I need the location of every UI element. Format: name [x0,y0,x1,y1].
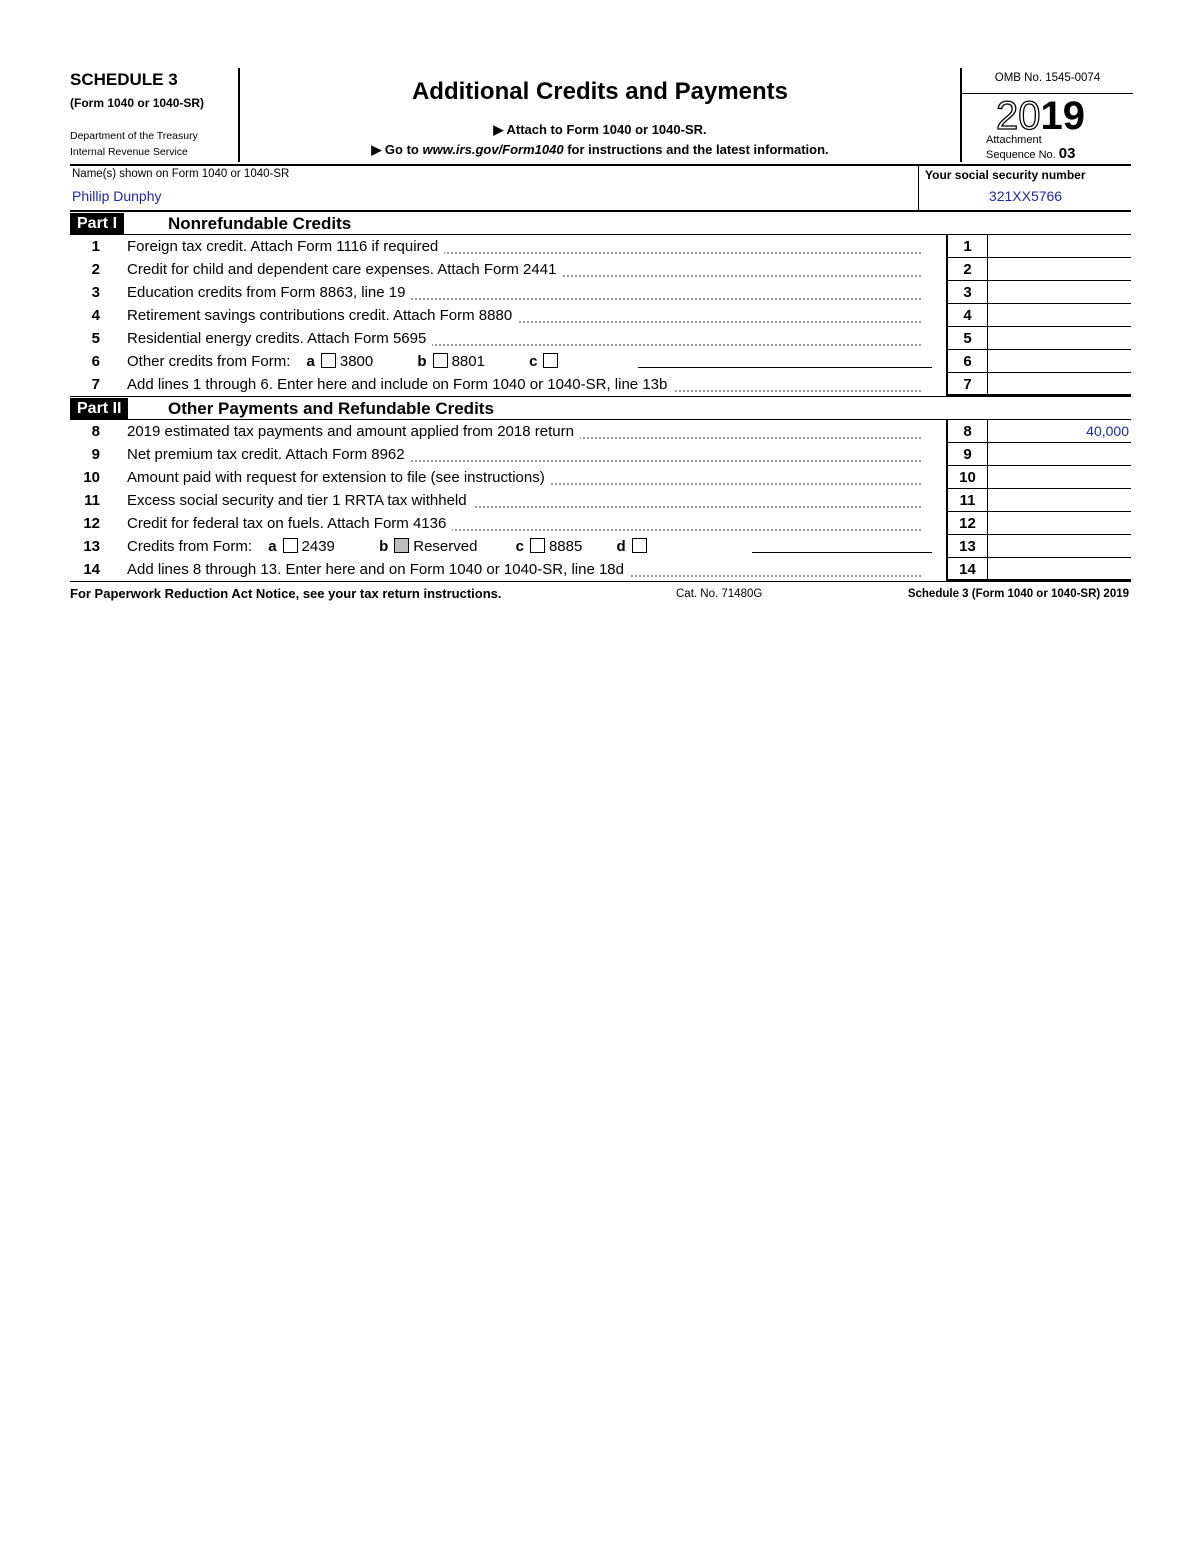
form-header [70,68,1131,166]
line-10-amount-field[interactable] [988,466,1131,489]
line-description: 2019 estimated tax payments and amount applied from 2018 return [127,423,580,440]
line-9 [70,443,1131,466]
line-11-amount-field[interactable] [988,489,1131,512]
form-8801-checkbox[interactable] [433,353,448,368]
form-reference: (Form 1040 or 1040-SR) [70,96,205,110]
line-14 [70,558,1131,581]
line-5-amount-field[interactable] [988,327,1131,350]
line-14-amount-field[interactable] [988,558,1131,581]
line-box-number: 12 [946,512,988,535]
option-a-value: 3800 [339,353,374,370]
line-13 [70,535,1131,558]
line-box-number: 10 [946,466,988,489]
option-b-letter: b [417,353,427,370]
other-credit-entry-line[interactable] [752,552,932,553]
line-12-amount-field[interactable] [988,512,1131,535]
ssn-field[interactable]: 321XX5766 [988,188,1063,204]
line-description: Education credits from Form 8863, line 19 [127,284,411,301]
option-c-letter: c [515,538,524,555]
title-block [240,68,960,162]
line-10 [70,466,1131,489]
line-box-number: 6 [946,350,988,373]
line-description: Foreign tax credit. Attach Form 1116 if required [127,238,444,255]
line-number: 12 [83,515,100,532]
line-number: 5 [91,330,100,347]
tax-year-outline: 20 [996,94,1041,138]
line-number: 8 [91,423,100,440]
schedule-title: SCHEDULE 3 [70,70,178,89]
line-3 [70,281,1131,304]
goto-suffix: for instructions and the latest information. [563,142,829,157]
line-box-number: 11 [946,489,988,512]
line-7 [70,373,1131,396]
line-13-amount-field[interactable] [988,535,1131,558]
form-title: Additional Credits and Payments [411,78,789,105]
line-2-amount-field[interactable] [988,258,1131,281]
form-3800-checkbox[interactable] [321,353,336,368]
form-2439-checkbox[interactable] [283,538,298,553]
line-box-number: 3 [946,281,988,304]
line-number: 3 [91,284,100,301]
line-6-label: Other credits from Form: [127,353,291,370]
taxpayer-name-field[interactable]: Phillip Dunphy [72,188,162,204]
line-description: Add lines 1 through 6. Enter here and include on Form 1040 or 1040-SR, line 13b [127,376,673,393]
paperwork-notice: For Paperwork Reduction Act Notice, see your tax return instructions. [70,586,502,601]
line-description: Credit for child and dependent care expenses. Attach Form 2441 [127,261,562,278]
ssn-label: Your social security number [925,168,1086,182]
line-6 [70,350,1131,373]
line-box-number: 4 [946,304,988,327]
goto-prefix: ▶ Go to [371,142,423,157]
line-description: Excess social security and tier 1 RRTA tax withheld [127,492,473,509]
line-number: 10 [83,469,100,486]
line-1-amount-field[interactable] [988,235,1131,258]
department [70,128,198,160]
line-2 [70,258,1131,281]
line-number: 4 [91,307,100,324]
omb-number: OMB No. 1545-0074 [962,72,1133,94]
omb-year-block [960,68,1133,162]
line-box-number: 1 [946,235,988,258]
line-13-label: Credits from Form: [127,538,253,555]
line-number: 9 [91,446,100,463]
option-a-value: 2439 [301,538,335,555]
line-description [127,538,657,555]
option-b-value: Reserved [413,538,478,555]
line-description: Amount paid with request for extension to file (see instructions) [127,469,551,486]
part-1-tag: Part I [70,213,124,234]
line-1 [70,235,1131,258]
line-box-number: 8 [946,420,988,443]
line-number: 2 [91,261,100,278]
line-box-number: 7 [946,373,988,396]
line-number: 13 [83,538,100,555]
line-4 [70,304,1131,327]
option-b-value: 8801 [451,353,485,370]
line-number: 11 [84,492,100,509]
other-form-entry-line[interactable] [638,367,932,368]
line-box-number: 9 [946,443,988,466]
department-line-2: Internal Revenue Service [70,146,188,158]
line-7-amount-field[interactable] [988,373,1131,396]
other-credit-checkbox[interactable] [632,538,647,553]
line-3-amount-field[interactable] [988,281,1131,304]
line-8-amount-field[interactable]: 40,000 [988,420,1131,443]
line-box-number: 5 [946,327,988,350]
line-11 [70,489,1131,512]
irs-url-link[interactable]: www.irs.gov/Form1040 [422,142,564,157]
line-description [127,353,568,370]
option-b-letter: b [379,538,389,555]
tax-year-solid: 19 [1040,94,1085,138]
option-a-letter: a [268,538,277,555]
option-d-letter: d [616,538,626,555]
line-5 [70,327,1131,350]
line-6-amount-field[interactable] [988,350,1131,373]
line-number: 7 [91,376,100,393]
sequence-label: Sequence No. [986,149,1056,161]
goto-instruction [240,142,960,158]
schedule-3-form [70,68,1131,606]
part-1-header [70,212,1131,235]
part-2-tag: Part II [70,398,128,419]
line-12 [70,512,1131,535]
line-description: Add lines 8 through 13. Enter here and on Form 1040 or 1040-SR, line 18d [127,561,630,578]
name-label: Name(s) shown on Form 1040 or 1040-SR [72,168,290,180]
catalog-number: Cat. No. 71480G [676,588,763,600]
line-9-amount-field[interactable] [988,443,1131,466]
part-2-header [70,396,1131,420]
ssn-box [918,166,1132,210]
line-box-number: 14 [946,558,988,581]
option-a-letter: a [306,353,315,370]
schedule-id-block [70,68,240,162]
line-box-number: 13 [946,535,988,558]
form-identifier: Schedule 3 (Form 1040 or 1040-SR) 2019 [907,588,1129,600]
line-8 [70,420,1131,443]
line-box-number: 2 [946,258,988,281]
form-footer [70,582,1131,606]
reserved-checkbox [394,538,409,553]
other-form-checkbox[interactable] [543,353,558,368]
line-description: Residential energy credits. Attach Form 5695 [127,330,432,347]
option-c-letter: c [529,353,538,370]
option-c-value: 8885 [548,538,583,555]
line-number: 1 [91,238,100,255]
sequence-number: 03 [1058,145,1076,162]
line-4-amount-field[interactable] [988,304,1131,327]
line-number: 6 [91,353,100,370]
part-2-title: Other Payments and Refundable Credits [168,399,494,418]
attach-instruction: ▶ Attach to Form 1040 or 1040-SR. [493,122,707,137]
tax-year [996,96,1085,136]
part-1-title: Nonrefundable Credits [168,214,352,233]
taxpayer-row [70,166,1131,212]
attachment-sequence [986,134,1075,162]
line-number: 14 [83,561,100,578]
line-description: Retirement savings contributions credit. Attach Form 8880 [127,307,518,324]
line-description: Net premium tax credit. Attach Form 8962 [127,446,411,463]
form-8885-checkbox[interactable] [530,538,545,553]
attachment-label: Attachment [986,134,1042,146]
line-description: Credit for federal tax on fuels. Attach Form 4136 [127,515,452,532]
department-line-1: Department of the Treasury [70,130,198,142]
